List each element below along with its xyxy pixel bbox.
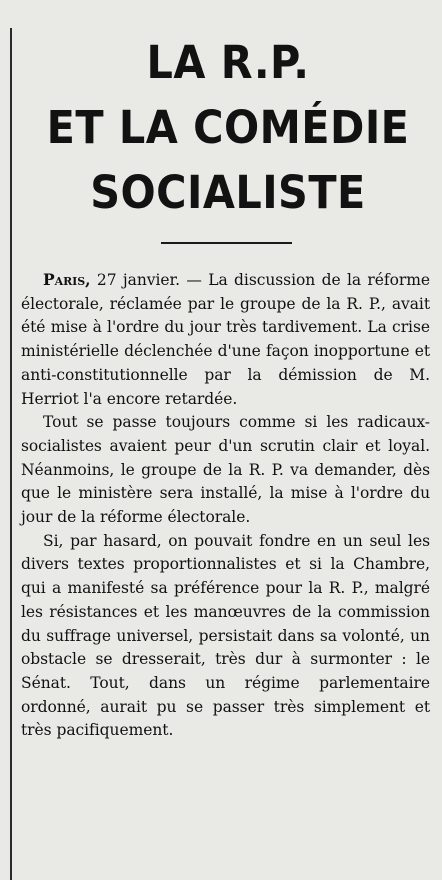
paragraph-2: Tout se passe toujours comme si les radicaux-socialistes avaient peur d'un scrutin clair et loyal. Néanmoins, le groupe de la R. P. va demander, dès que le ministère sera installé, la mise à l'ordre du jour de la réforme électorale. <box>21 413 430 527</box>
paragraph-3: Si, par hasard, on pouvait fondre en un seul les divers textes proportionnalistes et si la Chambre, qui a manifesté sa préférence pour la R. P., malgré les résistances et les manœuvres de la commission du suffrage universel, persistait dans sa volonté, un obstacle se dresserait, très dur à surmonter : le Sénat. Tout, dans un régime parlementaire ordonné, aurait pu se passer très simplement et très pacifiquement. <box>21 531 430 740</box>
dateline: Paris, <box>43 270 91 289</box>
paragraph-1 <box>21 268 430 411</box>
headline-line-1: LA R.P. <box>146 36 310 89</box>
column-rule <box>10 28 12 880</box>
headline <box>14 30 442 225</box>
article-body <box>21 268 430 743</box>
paragraph-1-text: 27 janvier. — La discussion de la réforme électorale, réclamée par le groupe de la R. P., avait été mise à l'ordre du jour très tardivement. La crise ministérielle déclenchée d'une façon inopportune et anti-constitutionnelle par la démission de M. Herriot l'a encore retardée. <box>21 271 430 408</box>
title-rule <box>161 242 292 244</box>
headline-line-3: SOCIALISTE <box>90 166 366 219</box>
headline-line-2: ET LA COMÉDIE <box>46 101 410 154</box>
